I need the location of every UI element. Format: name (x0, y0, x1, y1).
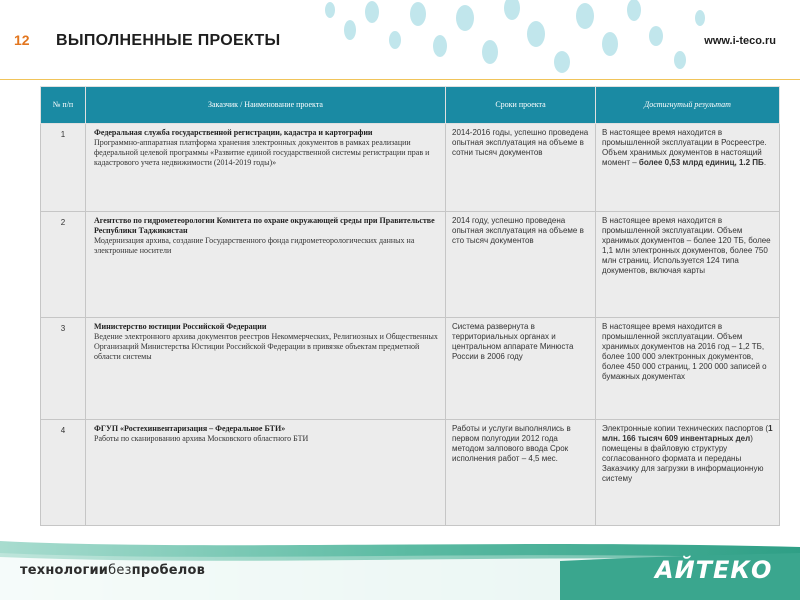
row-number: 4 (41, 420, 86, 526)
header-num: № п/п (41, 87, 86, 124)
header-customer: Заказчик / Наименование проекта (86, 87, 446, 124)
customer-cell (86, 318, 446, 420)
row-number: 2 (41, 212, 86, 318)
footer-tagline (20, 563, 205, 578)
customer-cell (86, 212, 446, 318)
header-result: Достигнутый результат (596, 87, 780, 124)
table-row (41, 212, 780, 318)
project-dates: Система развернута в территориальных органах и центральном аппарате Минюста России в 2006 году (446, 318, 596, 420)
slide-number: 12 (14, 32, 30, 48)
company-logo: АЙТЕКО (655, 556, 773, 584)
project-result: В настоящее время находится в промышленной эксплуатации. Объем хранимых документов на 2016 год – 1,2 ТБ, более 100 000 электронных документов, более 450 000 страниц, 1 200 000 записей о бумажных документах (596, 318, 780, 420)
table-header-row (41, 87, 780, 124)
project-description: Ведение электронного архива документов реестров Некоммерческих, Религиозных и Общественных Организаций Министерства Юстиции Российской Федерации в привязке объектам предметной области системы (94, 332, 438, 361)
tagline-word-2: без (108, 563, 132, 578)
header-dates: Сроки проекта (446, 87, 596, 124)
table-row (41, 124, 780, 212)
project-dates: 2014-2016 годы, успешно проведена опытная эксплуатация на объеме в сотни тысяч документов (446, 124, 596, 212)
row-number: 3 (41, 318, 86, 420)
table-row (41, 318, 780, 420)
project-description: Программно-аппаратная платформа хранения электронных документов в рамках реализации федеральной целевой программы «Развитие единой государственной системы регистрации прав и кадастрового учета недвижимости (2014-2019 годы)» (94, 138, 430, 167)
slide-header (0, 0, 800, 80)
result-highlight: более 0,53 млрд единиц, 1.2 ПБ (638, 158, 764, 167)
customer-name: Федеральная служба государственной регистрации, кадастра и картографии (94, 128, 373, 137)
result-text: Электронные копии технических паспортов ( (602, 424, 769, 433)
project-dates: Работы и услуги выполнялись в первом полугодии 2012 года методом залпового ввода Срок исполнения работ – 4,5 мес. (446, 420, 596, 526)
project-description: Модернизация архива, создание Государственного фонда гидрометеорологических данных на электронные носители (94, 236, 415, 255)
result-text: В настоящее время находится в промышленной эксплуатации в Росреестре. Объем хранимых документов в настоящий момент – (602, 128, 767, 167)
row-number: 1 (41, 124, 86, 212)
result-highlight: 1 млн. 166 тысяч 609 инвентарных дел (602, 424, 773, 443)
tagline-word-1: технологии (20, 563, 109, 578)
customer-cell (86, 420, 446, 526)
result-end: ) помещены в файловую структуру согласованного формата и переданы Заказчику для загрузки в информационную систему (602, 434, 764, 483)
result-end: . (763, 158, 767, 167)
projects-table (40, 86, 780, 526)
customer-name: Агентство по гидрометеорологии Комитета по охране окружающей среды при Правительстве Республики Таджикистан (94, 216, 435, 235)
table-row (41, 420, 780, 526)
customer-cell (86, 124, 446, 212)
project-description: Работы по сканированию архива Московского областного БТИ (94, 434, 309, 443)
slide-title: ВЫПОЛНЕННЫЕ ПРОЕКТЫ (56, 32, 281, 49)
project-result (596, 124, 780, 212)
project-result (596, 420, 780, 526)
customer-name: Министерство юстиции Российской Федерации (94, 322, 267, 331)
project-dates: 2014 году, успешно проведена опытная эксплуатация на объеме в сто тысяч документов (446, 212, 596, 318)
header-divider (0, 79, 800, 80)
customer-name: ФГУП «Ростехинвентаризация – Федеральное БТИ» (94, 424, 286, 433)
website-link[interactable]: www.i-teco.ru (704, 35, 776, 47)
decorative-dots (300, 0, 720, 80)
tagline-word-3: пробелов (131, 563, 206, 578)
project-result: В настоящее время находится в промышленной эксплуатации. Объем хранимых документов – более 120 ТБ, более 1,1 млн электронных документов, более 750 млн страниц. Используется 124 типа документов, включая карты (596, 212, 780, 318)
